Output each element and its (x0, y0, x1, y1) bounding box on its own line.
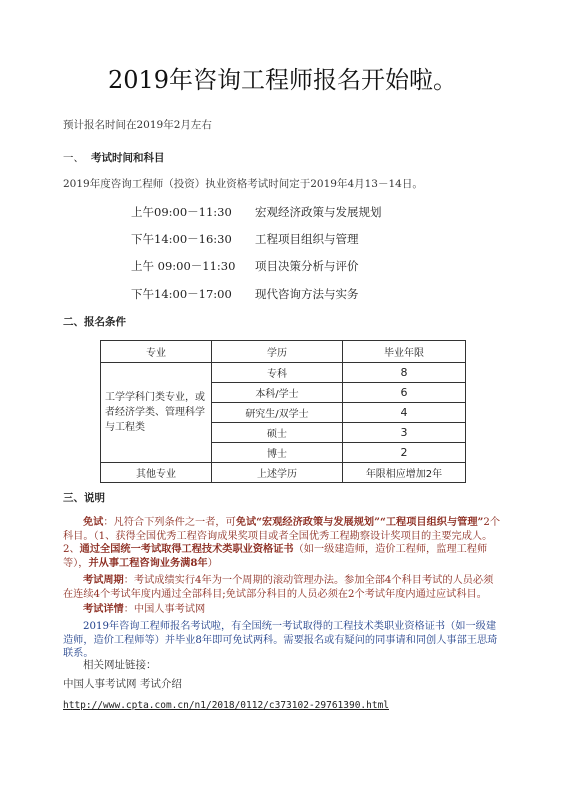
exemption-text: （如一级建造师，造价工程师，监理工程师等）， (63, 544, 488, 569)
schedule-time: 上午 09:00－11:30 (131, 259, 236, 273)
table-header-row (101, 341, 466, 363)
major-group-cell: 工学学科门类专业，或者经济学类、管理科学与工程类 (101, 363, 212, 463)
schedule-subject: 宏观经济政策与发展规划 (255, 205, 382, 219)
exam-period-paragraph (63, 574, 503, 601)
exemption-text: 2个科目。（1、获得全国优秀工程咨询成果奖项目或者全国优秀工程勘察设计奖项目的主要完成人。2、 (63, 517, 501, 555)
exemption-subjects: 免试“宏观经济政策与发展规划”“工程项目组织与管理” (235, 516, 484, 528)
requirements-table (100, 340, 466, 483)
table-header: 毕业年限 (343, 341, 466, 363)
exam-detail-label: 考试详情 (83, 603, 124, 615)
exemption-condition: 通过全国统一考试取得工程技术类职业资格证书 (79, 543, 294, 555)
page-title: 2019年咨询工程师报名开始啦。 (107, 66, 458, 94)
link-cpta-intro[interactable]: 中国人事考试网 考试介绍 (63, 678, 182, 690)
link-cpta-url[interactable]: http://www.cpta.com.cn/n1/2018/0112/c373102-29761390.html (63, 700, 390, 711)
table-header: 学历 (212, 341, 343, 363)
exemption-condition: 并从事工程咨询业务满8年 (88, 556, 208, 569)
exemption-label: 免试 (83, 516, 104, 528)
registration-estimate: 预计报名时间在2019年2月左右 (63, 119, 212, 131)
section3-heading: 三、说明 (63, 492, 105, 504)
section2-heading: 二、报名条件 (63, 316, 126, 328)
years-cell: 6 (343, 383, 466, 403)
schedule-time: 上午09:00－11:30 (131, 205, 232, 219)
exemption-text: ） (207, 557, 218, 569)
exam-detail-line (63, 603, 503, 617)
table-row (101, 463, 466, 483)
section1-heading: 考试时间和科目 (91, 152, 165, 164)
schedule-subject: 工程项目组织与管理 (255, 232, 359, 246)
exemption-text: ：凡符合下列条件之一者，可 (103, 517, 236, 528)
schedule-time: 下午14:00－16:30 (131, 232, 232, 246)
schedule-subject: 现代咨询方法与实务 (255, 287, 359, 301)
exam-period-label: 考试周期 (83, 574, 124, 586)
note-paragraph: 2019年咨询工程师报名考试啦，有全国统一考试取得的工程技术类职业资格证书（如一级建造师，造价工程师等）并毕业8年即可免试两科。需要报名或有疑问的同事请和同创人事部王思琦联系。 (63, 621, 498, 659)
table-header: 专业 (101, 341, 212, 363)
education-cell: 本科/学士 (212, 383, 343, 403)
education-cell: 上述学历 (212, 463, 343, 483)
years-cell: 4 (343, 403, 466, 423)
table-row (101, 363, 466, 383)
major-cell: 其他专业 (101, 463, 212, 483)
related-links-label: 相关网址链接： (83, 659, 157, 671)
exam-date-intro: 2019年度咨询工程师（投资）执业资格考试时间定于2019年4月13－14日。 (63, 178, 423, 190)
schedule-time: 下午14:00－17:00 (131, 287, 232, 301)
education-cell: 博士 (212, 443, 343, 463)
years-cell: 年限相应增加2年 (343, 463, 466, 483)
exam-period-text: ：考试成绩实行4年为一个周期的滚动管理办法。参加全部4个科目考试的人员必须在连续4个考试年度内通过全部科目;免试部分科目的人员必须在2个考试年度内通过应试科目。 (63, 575, 494, 600)
exam-detail-text: ：中国人事考试网 (123, 604, 206, 615)
education-cell: 研究生/双学士 (212, 403, 343, 423)
years-cell: 3 (343, 423, 466, 443)
years-cell: 8 (343, 363, 466, 383)
exemption-paragraph (63, 516, 503, 570)
education-cell: 硕士 (212, 423, 343, 443)
schedule-subject: 项目决策分析与评价 (255, 259, 359, 273)
years-cell: 2 (343, 443, 466, 463)
section1-heading-number: 一、 (63, 152, 84, 164)
education-cell: 专科 (212, 363, 343, 383)
